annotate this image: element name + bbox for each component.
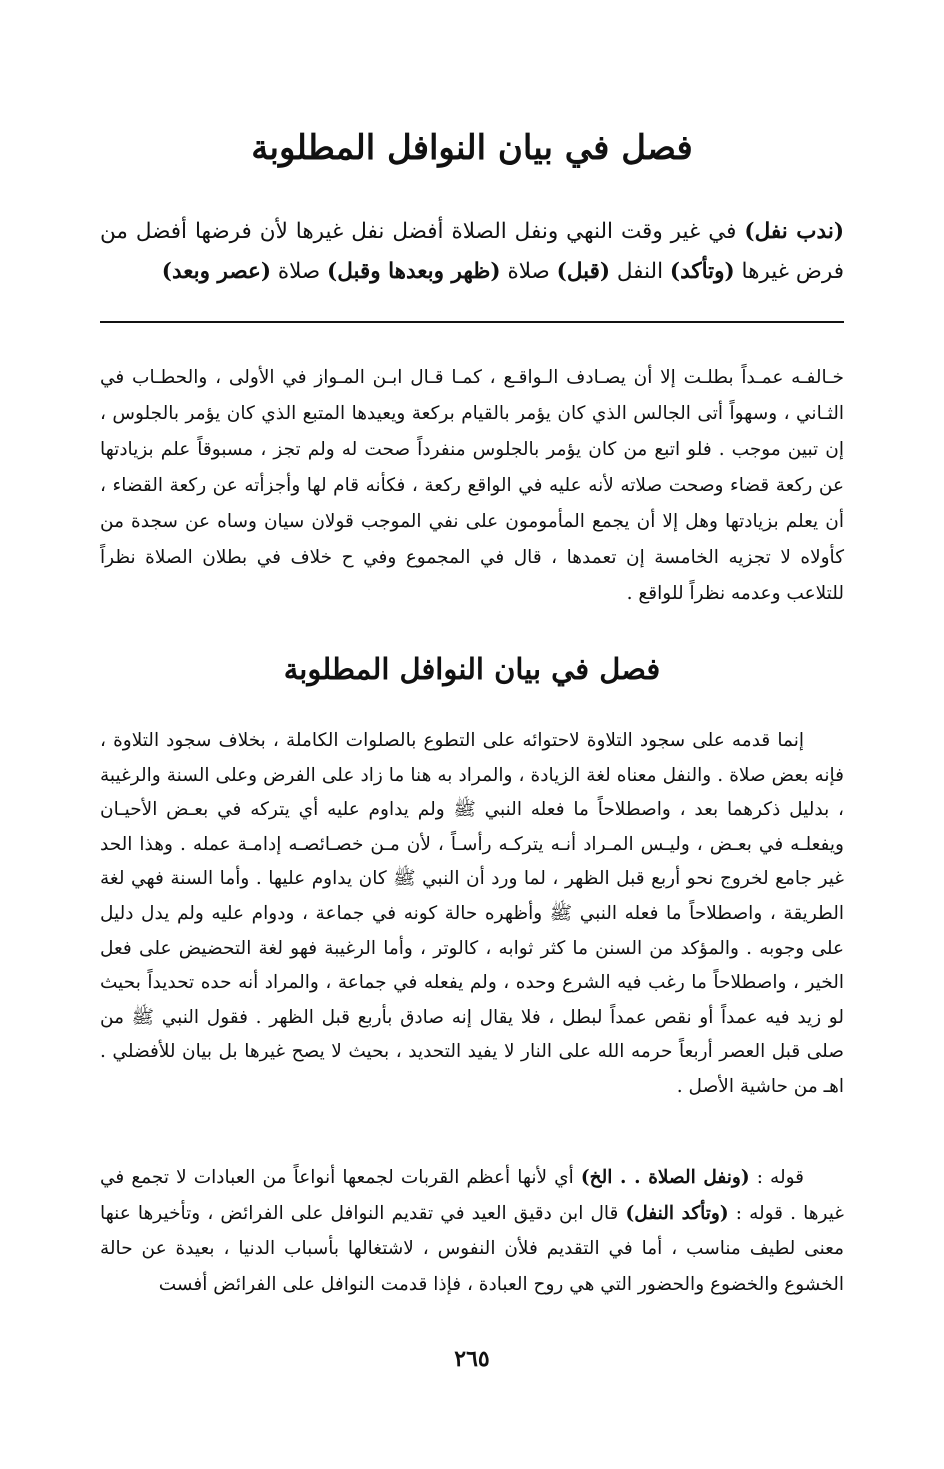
main-text	[100, 212, 844, 292]
main-text-term: (وتأكد)	[669, 259, 735, 284]
main-text-term: (قبل)	[556, 259, 611, 284]
section-subheading: فصل في بيان النوافل المطلوبة	[283, 652, 661, 686]
main-text-segment: صلاة	[277, 259, 321, 284]
main-text-segment: صلاة	[507, 259, 550, 284]
commentary-segment: أي لأنها أعظم القربات لجمعها أنواعاً من العبادات لا تجمع في غيرها . قوله :	[100, 1167, 844, 1224]
commentary-segment: قال ابن دقيق العيد في تقديم النوافل على الفرائض ، وتأخيرها عنها معنى لطيف مناسب ، أما في التقديم فلأن النفوس ، لاشتغالها بأسباب الدنيا ، بعيدة عن حالة الخشوع والخضوع والحضور التي هي روح العبادة ، فإذا قدمت النوافل على الفرائض أفست	[100, 1202, 844, 1295]
commentary-segment: قوله :	[756, 1167, 804, 1188]
commentary-term: (ونفل الصلاة . . الخ)	[580, 1167, 750, 1188]
commentary-paragraph-3	[100, 1160, 844, 1302]
main-text-segment: النفل	[616, 259, 664, 284]
main-text-term: (ندب نفل)	[744, 219, 844, 244]
main-text-term: (عصر وبعد)	[161, 259, 271, 284]
chapter-heading: فصل في بيان النوافل المطلوبة	[251, 128, 693, 168]
separator-rule	[100, 321, 844, 323]
commentary-paragraph-1: خـالفـه عمـداً بطلـت إلا أن يصـادف الـواقـع ، كمـا قـال ابـن المـواز في الأولى ، والحطـاب في الثـاني ، وسهواً أتى الجالس الذي كان يؤمر بالقيام بركعة ويعيدها المتبع الذي كان يؤمر بالجلوس ، إن تبين موجب . فلو اتبع من كان يؤمر بالجلوس منفرداً صحت له ولم تجز ، مسبوقاً علم بزيادتها عن ركعة قضاء وصحت صلاته لأنه عليه في الواقع ركعة ، فكأنه قام لها وأجزأته عن ركعة القضاء ، أن يعلم بزيادتها وهل إلا أن يجمع المأمومون على نفي الموجب قولان سيان وساه عن سجدة من كأولاه لا تجزيه الخامسة إن تعمدها ، قال في المجموع وفي ح خلاف في بطلان الصلاة نظراً للتلاعب وعدمه نظراً للواقع .	[100, 367, 844, 604]
commentary-paragraph-2: إنما قدمه على سجود التلاوة لاحتوائه على التطوع بالصلوات الكاملة ، بخلاف سجود التلاوة ، فإنه بعض صلاة . والنفل معناه لغة الزيادة ، والمراد به هنا ما زاد على الفرض وعلى السنة والرغيبة ، بدليل ذكرهما بعد ، واصطلاحاً ما فعله النبي ﷺ ولم يداوم عليه أي يتركه في بعـض الأحيـان ويفعلـه في بعـض ، وليـس المـراد أنـه يتركـه رأسـاً ، لأن مـن خصـائصـه إدامـة عمله . وهذا الحد غير جامع لخروج نحو أربع قبل الظهر ، لما ورد أن النبي ﷺ كان يداوم عليها . وأما السنة فهي لغة الطريقة ، واصطلاحاً ما فعله النبي ﷺ وأظهره حالة كونه في جماعة ، ودوام عليه ولم يدل دليل على وجوبه . والمؤكد من السنن ما كثر ثوابه ، كالوتر ، وأما الرغيبة فهو لغة التحضيض على فعل الخير ، واصطلاحاً ما رغب فيه الشرع وحده ، ولم يفعله في جماعة ، والمراد أنه حده تحديداً بحيث لو زيد فيه عمداً أو نقص عمداً لبطل ، فلا يقال إنه صادق بأربع قبل الظهر . فقول النبي ﷺ من صلى قبل العصر أربعاً حرمه الله على النار لا يفيد التحديد ، بحيث لا يصح غيرها بل بيان للأفضلي . اهـ من حاشية الأصل .	[100, 730, 844, 1097]
main-text-term: (ظهر وبعدها وقبل)	[327, 259, 501, 284]
page-number: ٢٦٥	[454, 1346, 490, 1372]
commentary-term: (وتأكد النفل)	[625, 1202, 729, 1224]
main-text-segment: في غير وقت النهي ونفل الصلاة أفضل نفل غيرها لأن فرضها أفضل من فرض غيرها	[100, 219, 844, 284]
